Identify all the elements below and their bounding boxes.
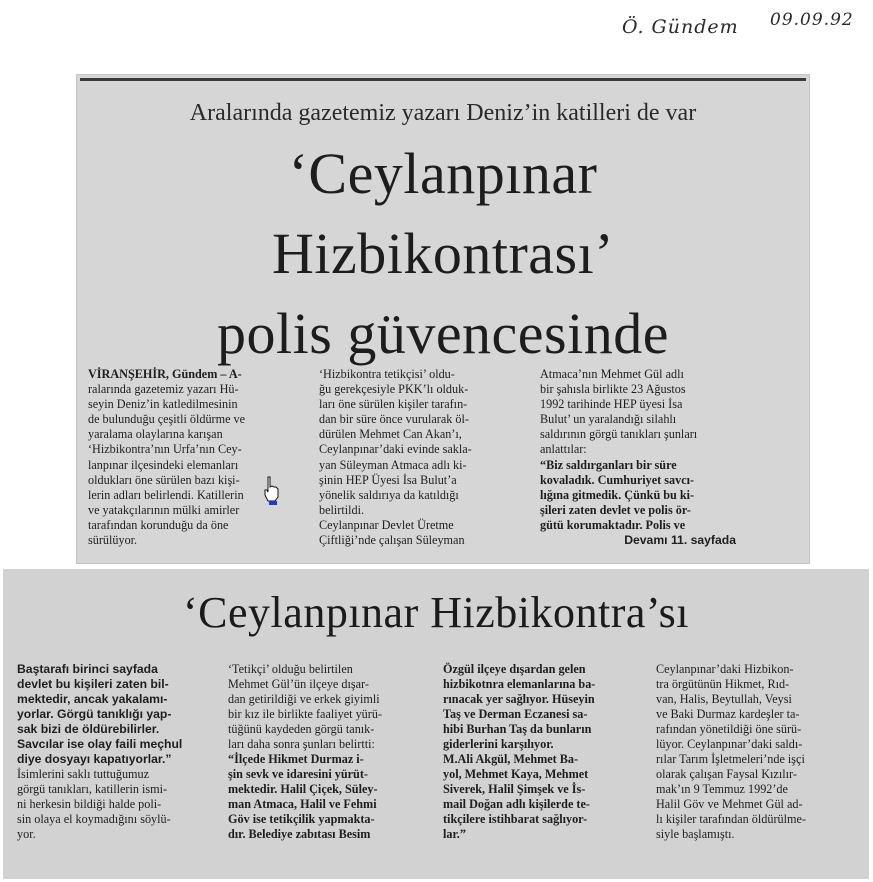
text-line: anlattılar: [540,442,587,457]
text-line: sin olaya el koymadığını söylü- [17,812,171,826]
continuation-column-4 [656,662,856,842]
text-line: yönelik saldırıya da katıldığı [319,487,459,502]
text-line: tarafından korunduğu da öne [88,517,229,532]
text-line: yan Süleyman Atmaca adlı ki- [319,457,467,472]
text-line: hibi Burhan Taş da bunların [443,722,592,736]
text-line: belirtildi. [319,502,365,517]
text-line: lerin adları belirlendi. Katillerin [88,487,244,502]
continuation-column-2 [228,662,428,842]
text-line: bir kız ile birlikte faaliyet yürü- [228,707,382,721]
text-line: devlet bu kişileri zaten bil- [17,677,169,691]
front-page-clipping [76,74,810,564]
text-line: Bulut’ un yaralandığı silahlı [540,412,677,427]
text-line: Çiftliği’nde çalışan Süleyman [319,533,465,548]
text-line: ğu gerekçesiyle PKK’lı olduk- [319,382,469,397]
text-line: giderlerini karşılıyor. [443,737,554,751]
text-line: şinin HEP Üyesi İsa Bulut’a [319,472,457,487]
continuation-column-3 [443,662,643,842]
text-line: mak’ın 9 Temmuz 1992’de [656,782,788,796]
text-line: ralarında gazetemiz yazarı Hü- [88,382,239,397]
text-line: gütü korumaktadır. Polis ve [540,517,686,532]
annotation-date: 09.09.92 [770,10,854,30]
continuation-headline: ‘Ceylanpınar Hizbikontra’sı [183,588,689,637]
top-rule [80,78,806,81]
continued-label: Devamı 11. sayfada [624,533,736,548]
text-line: Taş ve Derman Eczanesi sa- [443,707,588,721]
annotation-source: Ö. Gündem [622,16,739,38]
text-line: saldırının görgü tanıkları şunları [540,427,698,442]
text-line [88,367,296,382]
text-line: rafından yönetildiği öne sürü- [656,722,802,736]
headline-line: ‘Ceylanpınar [288,141,598,206]
text-line: mail Doğan adlı kişilerde te- [443,797,590,811]
text-line: diye dosyayı kapatıyorlar.” [17,752,172,766]
continuation-clipping [3,569,869,879]
text-line: lüyor. Ceylanpınar’daki saldı- [656,737,803,751]
text-line: dan bir süre önce vurularak öl- [319,412,469,427]
text-line: “İlçede Hikmet Durmaz i- [228,752,364,766]
text-line: yaralama olaylarına karışan [88,427,223,442]
text-line: mektedir. Halil Çiçek, Süley- [228,782,378,796]
text-line: M.Ali Akgül, Mehmet Ba- [443,752,579,766]
text-line: Ceylanpınar’daki Hizbikon- [656,662,794,676]
text-line: ‘Hizbikontra tetikçisi’ oldu- [319,367,455,381]
text-line: mektedir, ancak yakalamı- [17,692,168,706]
text-line: yorlar. Görgü tanıklığı yap- [17,707,172,721]
text-line: ve Baki Durmaz kardeşler ta- [656,707,800,721]
text-line: “Biz saldırganları bir süre [540,457,677,472]
text-line: lanpınar ilçesindeki elemanları [88,457,239,472]
text-line: lı kişiler tarafından öldürülme- [656,812,806,826]
text-line: Halil Göv ve Mehmet Gül ad- [656,797,803,811]
headline-line: polis güvencesinde [217,301,669,366]
article-column-3 [540,367,736,548]
text-line: Mehmet Gül’ün ilçeye dışar- [228,677,369,691]
text-line: sak bizi de öldürebilirler. [17,722,160,736]
text-line: ve yatakçılarının mülki amirler [88,502,240,517]
text-line: bir şahısla birlikte 23 Ağustos [540,382,686,397]
text-line: kovaladık. Cumhuriyet savcı- [540,472,695,487]
text-line: 1992 tarihinde HEP üyesi İsa [540,397,683,412]
text-line: tra örgütünün Hikmet, Rıd- [656,677,790,691]
text-line: oldukları öne sürülen bazı kişi- [88,472,240,487]
article-column-1 [88,367,296,548]
text-line: Göv ise tetikçilik yapmakta- [228,812,375,826]
text-line: rınacak yer sağlıyor. Hüseyin [443,692,595,706]
text-line: olarak çalışan Faysal Kızılır- [656,767,797,781]
text-line: yor. [17,827,36,841]
continuation-column-1 [17,662,215,842]
text-line: Ceylanpınar’daki evinde sakla- [319,442,472,457]
text-line: seyin Deniz’in katledilmesinin [88,397,238,412]
article-kicker: Aralarında gazetemiz yazarı Deniz’in katilleri de var [189,100,697,126]
text-line: sürülüyor. [88,533,138,548]
hand-cursor-icon [263,476,281,506]
text-line: tüğünü kaydeden görgü tanık- [228,722,375,736]
text-line: Atmaca’nın Mehmet Gül adlı [540,367,684,381]
text-line: ları öne sürülen kişiler tarafın- [319,397,468,412]
text-line: lar.” [443,827,466,841]
text-line: İsimlerini saklı tuttuğumuz [17,767,150,781]
text-line: Ceylanpınar Devlet Üretme [319,517,454,532]
text-line: dır. Belediye zabıtası Besim [228,827,371,841]
text-line: ‘Tetikçi’ olduğu belirtilen [228,662,353,676]
text-line: rılar Tarım İşletmeleri’nde işçi [656,752,805,766]
text-line: ni herkesin bildiği halde poli- [17,797,162,811]
text-line: Savcılar ise olay faili meçhul [17,737,183,751]
text-line: dürülen Mehmet Can Akan’ı, [319,427,462,442]
text-line: man Atmaca, Halil ve Fehmi [228,797,377,811]
continued-from-label: Baştarafı birinci sayfada [17,662,158,676]
text-line: siyle başlamıştı. [656,827,735,841]
text-line: hizbikotnra elemanlarına ba- [443,677,596,691]
text-line: Özgül ilçeye dışardan gelen [443,662,586,676]
headline-line: Hizbikontrası’ [271,221,615,286]
text-line: dan getirildiği ve erkek giyimli [228,692,380,706]
text-line: de bulunduğu çeşitli öldürme ve [88,412,246,427]
text-line: van, Halis, Beytullah, Veysi [656,692,792,706]
article-headline [76,134,810,374]
text-line: lığına gitmedik. Çünkü bu ki- [540,487,695,502]
text-line: yol, Mehmet Kaya, Mehmet [443,767,589,781]
text-line: şileri zaten devlet ve polis ör- [540,502,691,517]
text-line: şin sevk ve idaresini yürüt- [228,767,368,781]
dateline: VİRANŞEHİR, Gündem – A- [88,367,242,381]
text-line: ‘Hizbikontra’nın Urfa’nın Cey- [88,442,242,457]
handwritten-annotation [622,6,862,46]
text-line: Siverek, Halil Şimşek ve İs- [443,782,586,796]
text-line: ları daha sonra şunları belirtti: [228,737,375,751]
text-line: görgü tanıkları, katillerin ismi- [17,782,168,796]
article-column-2 [319,367,509,548]
text-line: tikçilere istihbarat sağlıyor- [443,812,588,826]
